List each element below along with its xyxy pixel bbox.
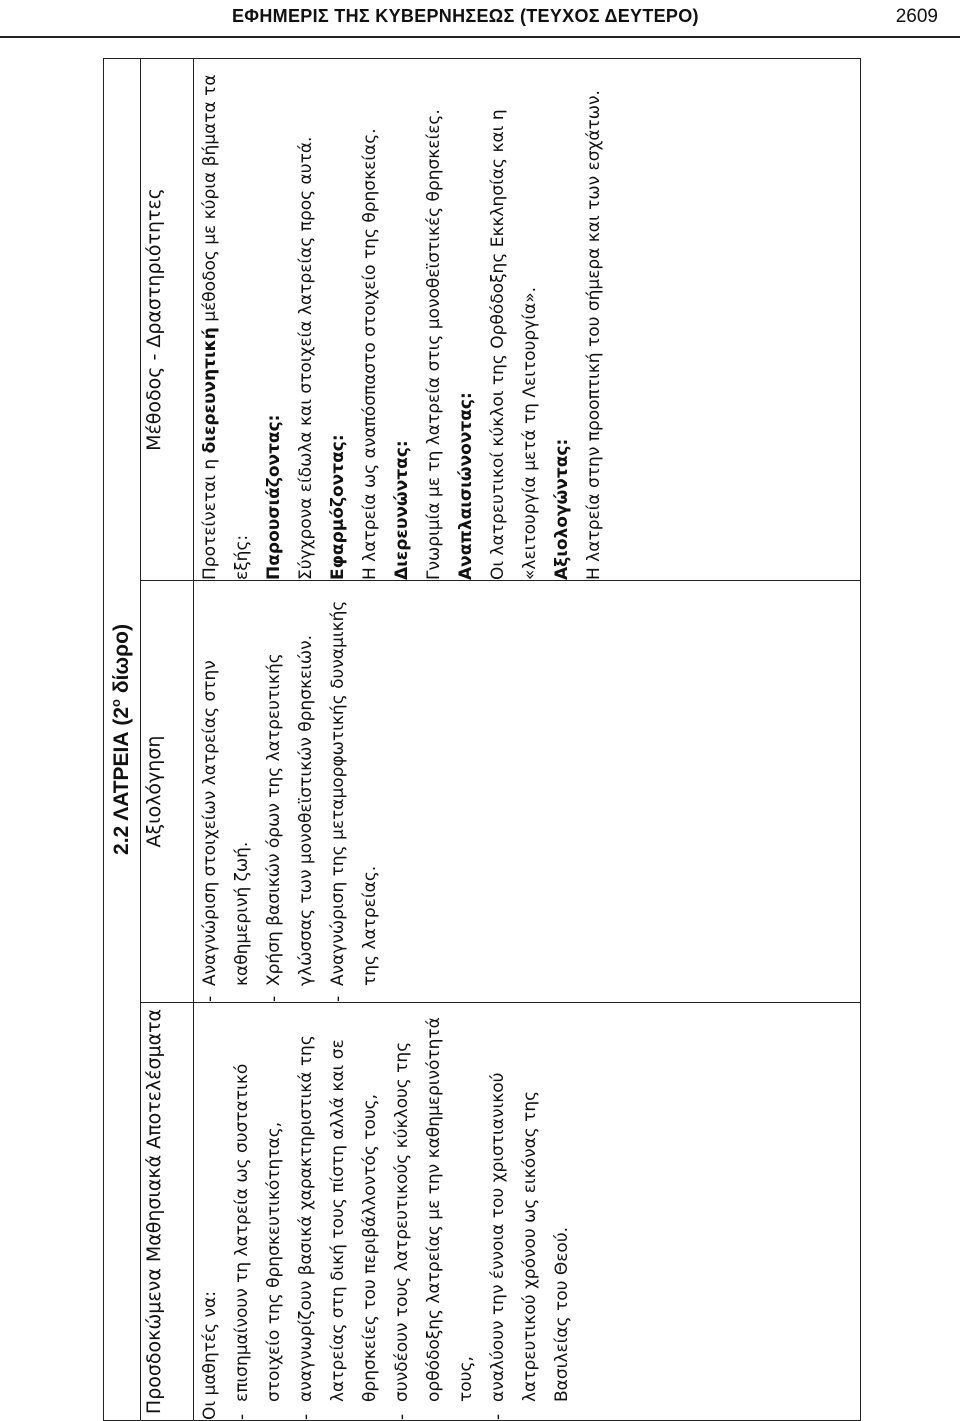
- column-header-row: [141, 58, 194, 1420]
- gazette-title: ΕΦΗΜΕΡΙΣ ΤΗΣ ΚΥΒΕΡΝΗΣΕΩΣ (ΤΕΥΧΟΣ ΔΕΥΤΕΡΟ): [232, 6, 699, 26]
- page-header: [0, 0, 960, 42]
- dash-bullet: -: [264, 995, 284, 1002]
- column-header-assessment: Αξιολόγηση: [141, 581, 194, 1003]
- method-intro: [194, 59, 258, 580]
- table-title-row: [104, 58, 141, 1420]
- method-step: [546, 59, 610, 580]
- dash-bullet: -: [392, 1413, 412, 1420]
- method-step: [322, 59, 386, 580]
- method-step-text: Σύγχρονα είδωλα και στοιχεία λατρείας προς αυτά.: [296, 136, 316, 580]
- assessment-item: [258, 581, 322, 1002]
- table-title-main: 2.2 ΛΑΤΡΕΙΑ (2: [110, 706, 133, 855]
- outcome-text: επισημαίνουν τη λατρεία ως συστατικό στοιχείο της θρησκευτικότητας,: [232, 1063, 284, 1402]
- table-title: [104, 58, 141, 1420]
- column-header-outcomes: Προσδοκώμενα Μαθησιακά Αποτελέσματα: [141, 1003, 194, 1421]
- method-step: [450, 59, 546, 580]
- method-cell: [194, 58, 861, 580]
- table-title-end: δίωρο): [110, 624, 133, 699]
- assessment-text: Αναγνώριση της μεταμορφωτικής δυναμικής της λατρείας.: [328, 600, 380, 986]
- table-row: [194, 58, 861, 1420]
- method-step-label: Διερευνώντας:: [392, 440, 412, 580]
- outcome-item: [482, 1003, 578, 1420]
- method-step-text: Η λατρεία στην προοπτική του σήμερα και των εσχάτων.: [584, 90, 604, 580]
- outcomes-lead: Οι μαθητές να:: [200, 1291, 220, 1420]
- table-title-superscript: ο: [108, 698, 123, 707]
- method-intro-post: μέθοδος με κύρια βήματα τα εξής:: [200, 74, 252, 580]
- dash-bullet: -: [328, 995, 348, 1002]
- method-step: [386, 59, 450, 580]
- dash-bullet: -: [488, 1413, 508, 1420]
- page-number: 2609: [895, 6, 938, 27]
- outcome-item: [386, 1003, 482, 1420]
- method-intro-bold: διερευνητική: [200, 327, 220, 454]
- assessment-text: Αναγνώριση στοιχείων λατρείας στην καθημερινή ζωή.: [200, 660, 252, 986]
- assessment-item: [194, 581, 258, 1002]
- method-step: [258, 59, 322, 580]
- method-step-text: Η λατρεία ως αναπόσπαστο στοιχείο της θρησκείας.: [360, 128, 380, 580]
- outcome-item: [290, 1003, 386, 1420]
- rotated-table-frame: [103, 59, 861, 1421]
- outcomes-cell: [194, 1003, 861, 1421]
- column-header-method: Μέθοδος - Δραστηριότητες: [141, 58, 194, 580]
- method-step-text: Γνωριμία με τη λατρεία στις μονοθεϊστικές θρησκείες.: [424, 109, 444, 580]
- method-step-label: Παρουσιάζοντας:: [264, 414, 284, 580]
- curriculum-table: [103, 58, 861, 1421]
- assessment-text: Χρήση βασικών όρων της λατρευτικής γλώσσας των μονοθεϊστικών θρησκειών.: [264, 634, 316, 986]
- dash-bullet: -: [200, 995, 220, 1002]
- outcome-text: συνδέουν τους λατρευτικούς κύκλους της ορθόδοξης λατρείας με την καθημερινότητά τους,: [392, 1017, 476, 1402]
- method-step-label: Εφαρμόζοντας:: [328, 434, 348, 580]
- header-rule: [0, 36, 960, 38]
- assessment-cell: [194, 581, 861, 1003]
- assessment-item: [322, 581, 386, 1002]
- dash-bullet: -: [232, 1413, 252, 1420]
- method-step-label: Αξιολογώντας:: [552, 438, 572, 580]
- method-step-label: Αναπλαισιώνοντας:: [456, 392, 476, 580]
- outcome-text: αναλύουν την έννοια του χριστιανικού λατρευτικού χρόνου ως εικόνας της Βασιλείας του Θεού.: [488, 1072, 572, 1402]
- method-intro-pre: Προτείνεται η: [200, 453, 220, 580]
- dash-bullet: -: [296, 1413, 316, 1420]
- outcome-item: [226, 1003, 290, 1420]
- outcome-text: αναγνωρίζουν βασικά χαρακτηριστικά της λατρείας στη δική τους πίστη αλλά και σε θρησκείες του περιβάλλοντός τους,: [296, 1035, 380, 1402]
- method-step-text: Οι λατρευτικοί κύκλοι της Ορθόδοξης Εκκλησίας και η «λειτουργία μετά τη Λειτουργία».: [488, 109, 540, 580]
